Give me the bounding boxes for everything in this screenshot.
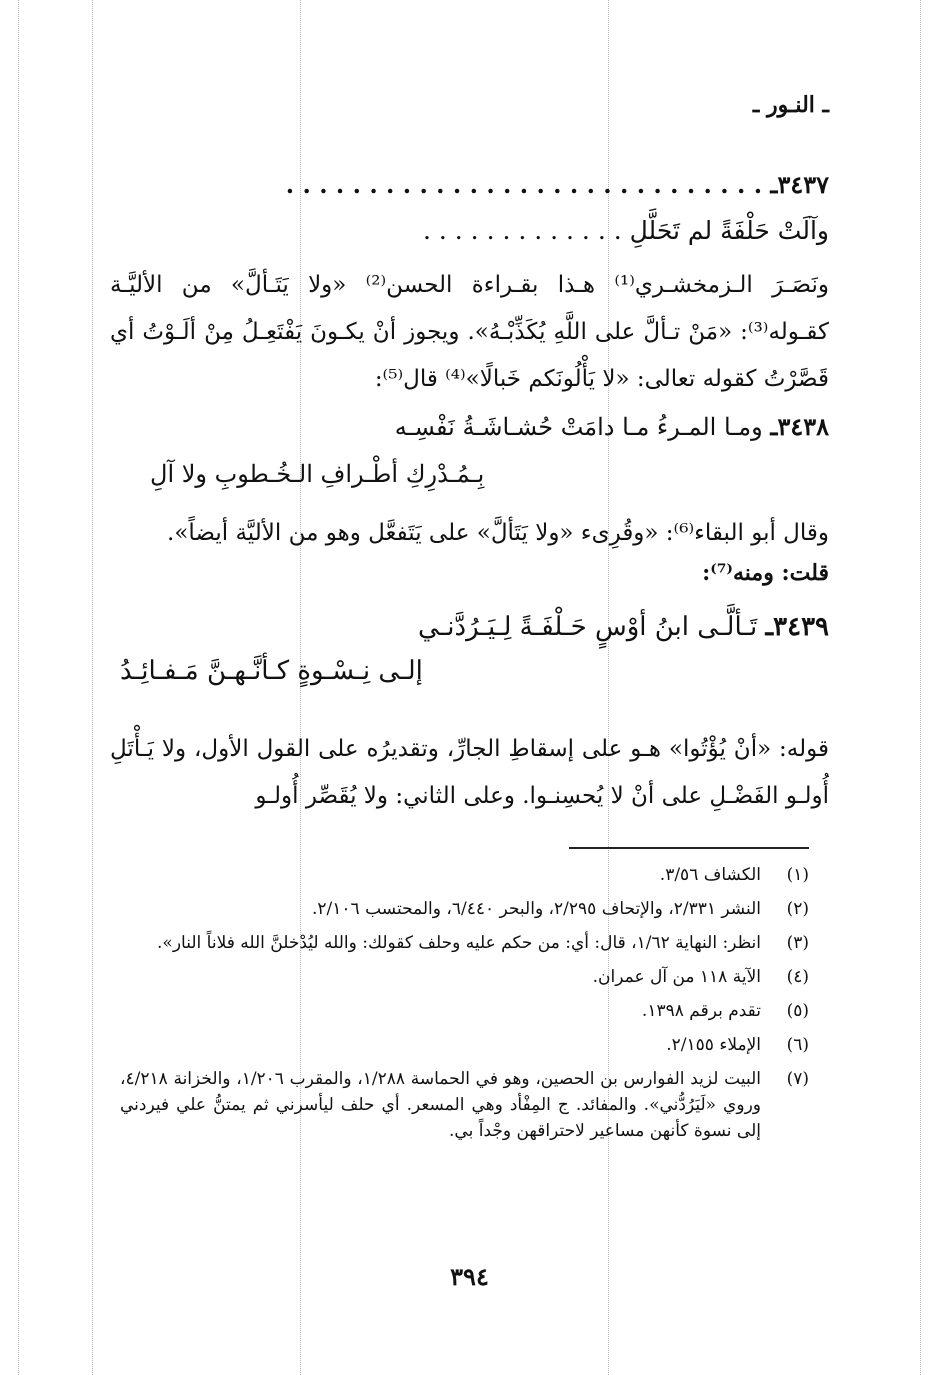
paragraph-3: قلت: ومنه⁽⁷⁾: — [702, 560, 829, 586]
verse-number: ٣٤٣٨ـ — [770, 412, 829, 441]
verse-3438-hemistich-1 — [395, 412, 829, 441]
footnote-item — [120, 930, 809, 956]
scan-guide-line — [300, 0, 301, 1375]
footnote-text: الآية ١١٨ من آل عمران. — [592, 967, 761, 987]
footnote-text: تقدم برقم ١٣٩٨. — [641, 1001, 761, 1021]
verse-text: تَـألَّـى ابنُ أوْسٍ حَـلْفَـةً لِـيَـرُدَّنـي — [417, 612, 758, 642]
footnote-item — [120, 1032, 809, 1058]
scan-guide-line — [608, 0, 609, 1375]
scan-guide-line — [92, 0, 93, 1375]
verse-3439-hemistich-2: إلـى نِـسْـوةٍ كـأنَّـهـنَّ مَـفـائِـدُ — [120, 656, 423, 686]
running-header: ـ النـور ـ — [752, 92, 829, 118]
scan-guide-line — [920, 0, 921, 1375]
verse-text: وآلَتْ حَلْفَةً لم تَحَلَّلِ — [629, 216, 829, 245]
footnote-item — [120, 896, 809, 922]
verse-text: ومـا المـرءُ مـا دامَتْ حُشـاشَـةُ نَفْسِـه — [394, 413, 763, 441]
footnote-separator — [569, 847, 809, 849]
ellipsis-dots: . . . . . . . . . . . . . — [423, 216, 622, 245]
footnote-text: النشر ٢/٣٣١، والإتحاف ٢/٢٩٥، والبحر ٦/٤٤٠، والمحتسب ٢/١٠٦. — [312, 899, 761, 919]
footnote-number: (٥) — [786, 1001, 809, 1021]
footnote-item — [120, 964, 809, 990]
footnote-text: الإملاء ٢/١٥٥. — [666, 1035, 761, 1055]
verse-3437-line2 — [110, 216, 829, 245]
verse-number: ٣٤٣٩ـ — [765, 612, 829, 642]
footnotes — [120, 862, 809, 1152]
ellipsis-dots: . . . . . . . . . . . . . . . . . . . . . . . . . . . . . — [285, 170, 763, 199]
verse-3439-hemistich-1 — [418, 612, 829, 642]
footnote-number: (٤) — [786, 967, 809, 987]
footnote-text: انظر: النهاية ١/٦٢، قال: أي: من حكم عليه وحلف كقولك: والله ليُدْخلنَّ الله فلاناً النار». — [157, 933, 761, 953]
footnote-item — [120, 998, 809, 1024]
paragraph-1: ونَصَـرَ الـزمخشـري⁽¹⁾ هـذا بقـراءة الحسن⁽²⁾ «ولا يَتَـألَّ» من الأليَّـة كقـوله⁽³⁾: «مَنْ تـألَّ على اللَّهِ يُكَذِّبْـهُ». ويجوز أنْ يكـونَ يَفْتَعِـلُ مِنْ ألَـوْتُ أي قَصَّرْتُ كقوله تعالى: «لا يَأْلُونَكم خَبالًا»⁽⁴⁾ قال⁽⁵⁾: — [110, 272, 829, 392]
verse-3438-hemistich-2: بِـمُـدْرِكِ أطْـرافِ الـخُـطوبِ ولا آلِ — [150, 460, 485, 488]
paragraph-4: قوله: «أنْ يُؤْتُوا» هـو على إسقاطِ الجارِّ، وتقديرُه على القول الأول، ولا يَـأْتَلِ أُولـو الفَضْـلِ على أنْ لا يُحسِنـوا. وعلى الثاني: ولا يُقَصِّر أُولـو — [110, 736, 829, 809]
footnote-number: (٣) — [786, 933, 809, 953]
verse-number: ٣٤٣٧ـ — [770, 170, 829, 199]
footnote-item — [120, 1066, 809, 1144]
footnote-item — [120, 862, 809, 888]
footnote-number: (٦) — [786, 1035, 809, 1055]
scan-guide-line — [18, 0, 19, 1375]
footnote-number: (١) — [786, 865, 809, 885]
footnote-text: البيت لزيد الفوارس بن الحصين، وهو في الحماسة ١/٢٨٨، والمقرب ١/٢٠٦، والخزانة ٤/٢١٨، وروي «لَيَرُدُّني». والمفائد. ج المِفْأد وهي المسعر. أي حلف ليأسرني ثم يمتنُّ علي فيردني إلى نسوة كأنهن مساعير لاحتراقهن وجْداً بي. — [120, 1069, 761, 1141]
verse-3437-line1 — [110, 170, 829, 199]
footnote-number: (٢) — [786, 899, 809, 919]
page-number: ٣٩٤ — [450, 1262, 489, 1291]
footnote-text: الكشاف ٣/٥٦. — [659, 865, 761, 885]
paragraph-2: وقال أبو البقاء⁽⁶⁾: «وقُرِىء «ولا يَتَألَّ» على يَتَفعَّل وهو من الأليَّة أيضاً». — [167, 520, 829, 546]
footnote-number: (٧) — [786, 1069, 809, 1089]
